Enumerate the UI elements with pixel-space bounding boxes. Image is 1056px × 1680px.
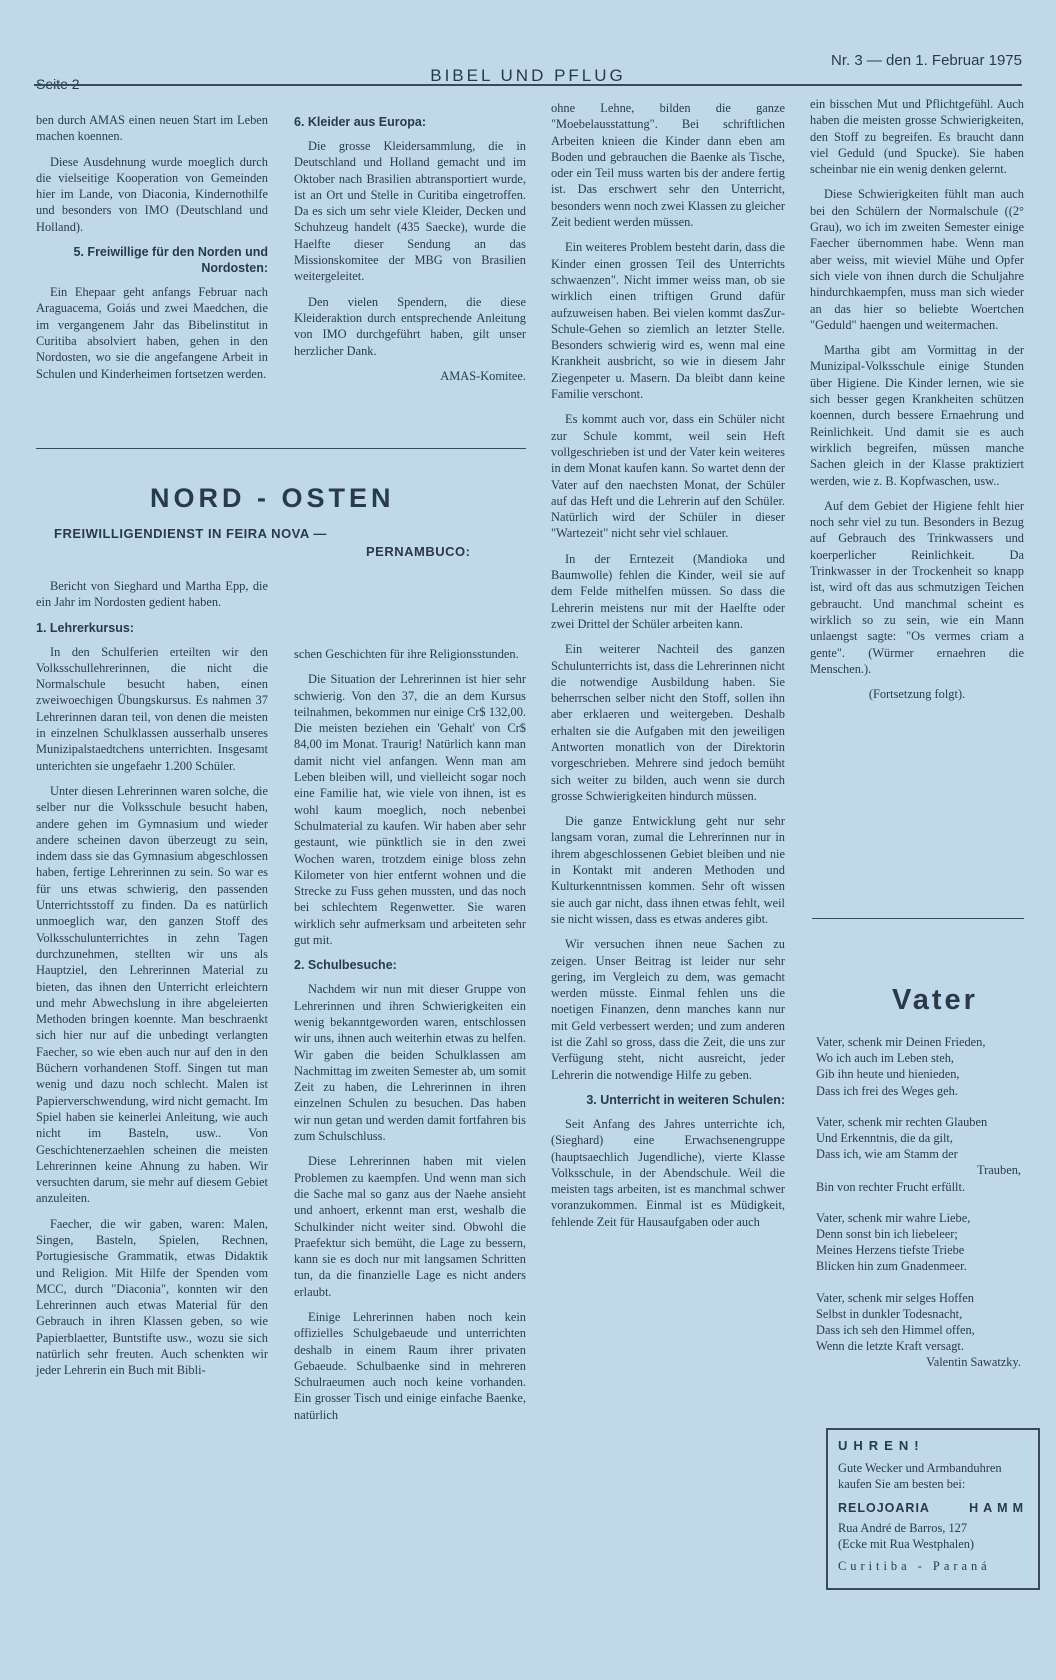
section-heading-5: 5. Freiwillige für den Norden und Nordosten:	[73, 245, 268, 276]
column-1-bottom	[36, 578, 268, 1388]
poem-line: Bin von rechter Frucht erfüllt.	[816, 1179, 965, 1194]
section-heading-6: 6. Kleider aus Europa:	[294, 115, 426, 129]
paragraph: Faecher, die wir gaben, waren: Malen, Singen, Basteln, Spielen, Rechnen, Portugiesische Grammatik, etwas Didaktik und Religion. Mit Hilfe der Spenden vom MCC, durch "Diaconia", konnten wir den Lehrerinnen auch etwas Material für den Gebrauch in ihren Klassen geben, so wie Papierblaetter, Buntstifte usw., wozu sie sich natürlich sehr freuten. Auch schenkten wir jeder Lehrerin ein Buch mit Bibli-	[36, 1216, 268, 1378]
newspaper-title: BIBEL UND PFLUG	[430, 66, 626, 85]
paragraph: Diese Ausdehnung wurde moeglich durch die vielseitige Kooperation von Gemeinden hier im Lande, von Diaconia, Kindernothilfe und besonders von IMO (Deutschland und Holland).	[36, 154, 268, 234]
ad-firm-name	[838, 1500, 1028, 1516]
poem-line: Wenn die letzte Kraft versagt.	[816, 1339, 964, 1354]
page-number: Seite 2	[36, 76, 80, 92]
paragraph: Ein weiteres Problem besteht darin, dass die Kinder einen grossen Teil des Unterrichts schwaenzen". Nicht immer weiss man, ob sie wirklich einen triftigen Grund dafür aufzuweisen haben. Bei vielen kommt dasZur-Schule-Gehen so ziemlich an letzter Stelle. Besonders schwierig wird es, wenn mal eine Krankheit ausbricht, so wie in diesem Jahr Ziegenpeter u. Masern. Da bleibt dann keine Familie verschont.	[551, 240, 785, 402]
poem-line: Blicken hin zum Gnadenmeer.	[816, 1259, 967, 1274]
article-subtitle-location: PERNAMBUCO:	[366, 544, 471, 559]
article-subtitle: FREIWILLIGENDIENST IN FEIRA NOVA —	[54, 526, 327, 541]
poem-stanza-3	[816, 1210, 1021, 1275]
poem-stanza-1	[816, 1034, 1021, 1099]
paragraph: ohne Lehne, bilden die ganze "Moebelausstattung". Bei schriftlichen Arbeiten knieen die Kinder dann eben am Boden und gebrauchen die Baenke als Tische, oder ein Teil muss warten bis der andere fertig ist. Das erschwert sehr den Unterricht, besonders wenn noch zwei Klassen zu gleicher Zeit bedient werden müssen.	[551, 101, 785, 230]
section-heading-3: 3. Unterricht in weiteren Schulen:	[586, 1092, 785, 1107]
poem-line: Vater, schenk mir wahre Liebe,	[816, 1210, 971, 1225]
issue-date: Nr. 3 — den 1. Februar 1975	[831, 52, 1022, 69]
section-heading-2: 2. Schulbesuche:	[294, 958, 397, 973]
poem-line: Dass ich seh den Himmel offen,	[816, 1323, 975, 1338]
poem-stanza-2	[816, 1114, 1021, 1195]
paragraph: Die ganze Entwicklung geht nur sehr langsam voran, zumal die Lehrerinnen nur in ihrem abgeschlossenen Gebiet bleiben und nie in Kontakt mit anderen Methoden und Kulturkenntnissen kommen. Sehr oft wissen sie auch gar nicht, dass ihnen etwas fehlt, weil sie nicht wissen, dass es etwas anderes gibt.	[551, 814, 785, 926]
poem-author: Valentin Sawatzky.	[926, 1355, 1021, 1370]
poem-line: Wo ich auch im Leben steh,	[816, 1051, 955, 1066]
poem-line: Selbst in dunkler Todesnacht,	[816, 1306, 963, 1321]
paragraph: Nachdem wir nun mit dieser Gruppe von Lehrerinnen und ihren Schwierigkeiten ein wenig bekanntgeworden waren, entschlossen wir uns, ihnen auch weiterhin etwas zu helfen. Wir gaben die beiden Schulklassen am Nachmittag im zweiten Semester ab, um somit Zeit zu haben, die Lehrerinnen in ihren einzelnen Schulen zu besuchen. Das haben wir nun getan und werden damit fortfahren bis zum Schulschluss.	[294, 982, 526, 1144]
poem-stanza-4	[816, 1290, 1021, 1371]
ad-address: Rua André de Barros, 127	[838, 1521, 968, 1535]
article-intro: Bericht von Sieghard und Martha Epp, die ein Jahr im Nordosten gedient haben.	[36, 579, 268, 610]
paragraph: Es kommt auch vor, dass ein Schüler nicht zur Schule kommt, weil sein Heft vollgeschrieben ist und der Vater kein weiteres in dem Monat kaufen kann. So wartet denn der Vater auf den naechsten Monat, der Schüler auf das Heft und die Lehrerin auf den Schüler. Natürlich wird der Schüler in dieser "Wartezeit" nicht sehr viel schlauer.	[551, 412, 785, 541]
paragraph: Die Situation der Lehrerinnen ist hier sehr schwierig. Von den 37, die an dem Kursus teilnahmen, bekommen nur einige Cr$ 132,00. Die meisten beziehen ein 'Gehalt' von Cr$ 84,00 im Monat. Traurig! Natürlich kann man damit nicht viel anfangen. Wenn man am Leben bleiben will, und vielleicht sogar noch eine Familie hat, wie viele von ihnen, ist es wohl kaum moeglich, noch nebenbei Schulmaterial zu kaufen. Wir haben aber sehr gestaunt, wie pünktlich sie in den zwei Wochen waren, trotzdem einige bloss zehn Kilometer von hier entfernt wohnen und die Strecke zu Fuss gehen mussten, und das noch bei schlechtem Regenwetter. Sie waren wirklich sehr aufmerksam und arbeiteten sehr gut mit.	[294, 672, 526, 948]
paragraph: Den vielen Spendern, die diese Kleideraktion durch entsprechende Anleitung von IMO durchgeführt haben, gilt unser herzlicher Dank.	[294, 294, 526, 358]
column-4	[810, 96, 1024, 702]
paragraph: Unter diesen Lehrerinnen waren solche, die selber nur die Volksschule besucht haben, andere gehen im Gymnasium und wieder andere scheinen davon überzeugt zu sein, indem dass sie das Gymnasium abgeschlossen haben, fertige Lehrerinnen zu sein. So war es für uns etwas schwierig, den passenden Unterrichtsstoff zu finden. Da es natürlich unmoeglich war, den ganzen Stoff des Volksschulunterrichtes in zehn Tagen durchzunehmen, stellten wir uns als Hauptziel, den Lehrerinnen Material zu bieten, das ihnen den Unterricht erleichtern und mehr Abwechslung in ihre abgeleierten Methoden bringen koennte. Man beschraenkt sich hier nur auf die unbedingt verlangten Faecher, so wie eben auch nur auf den in den Büchern vorhandenen Stoff. Singen tut man wenig und dazu noch schlecht. Malen ist Papierverschwendung, wird nicht gemacht. Im Spiel haben sie keinerlei Anleitung, wie auch nicht im Basteln, usw.. Von Geschichtenerzaehlen scheinen die meisten Lehrerinnen keine Ahnung zu haben. Wir versuchten darum, sie mehr auf diesem Gebiet anzuleiten.	[36, 783, 268, 1206]
poem-line: Vater, schenk mir Deinen Frieden,	[816, 1035, 986, 1049]
advertisement-box	[826, 1428, 1040, 1590]
section-divider	[812, 918, 1024, 919]
poem-line: Meines Herzens tiefste Triebe	[816, 1243, 965, 1258]
paragraph: Martha gibt am Vormittag in der Munizipal-Volksschule einige Stunden über Higiene. Die Kinder lernen, wie sie sich besser gegen Krankheiten schützen koennen, durch bessere Ernaehrung und Reinlichkeit. Und damit sie es auch wirklich begreifen, müssen manche Sachen gleich in der Klasse praktiziert werden, wie z. B. Kopfwaschen, usw..	[810, 343, 1024, 488]
poem-title: Vater	[892, 984, 978, 1016]
poem	[816, 1034, 1021, 1371]
ad-text: Gute Wecker und Armbanduhren kaufen Sie am besten bei:	[838, 1461, 1002, 1491]
paragraph: Ein weiterer Nachteil des ganzen Schulunterrichts ist, dass die Lehrerinnen nicht die notwendige Ausbildung haben. Sie beherrschen selber nicht den Stoff, sollen ihn aber erklaeren und weitergeben. Deshalb erhalten sie die Aufgaben mit den jeweiligen Antworten monatlich von der Direktorin vorgeschrieben. Mehrere sind jedoch bemüht sich weiter zu bilden, auch wenn sie durch grosse Schwierigkeiten hindurch müssen.	[551, 642, 785, 803]
paragraph: Ein Ehepaar geht anfangs Februar nach Araguacema, Goiás und zwei Maedchen, die im vergangenem Jahr das Bibelinstitut in Curitiba absolviert haben, gehen in den Nordosten, wo sie die angefangene Arbeit in Schulen und Kinderheimen fortsetzen werden.	[36, 285, 268, 381]
ad-firm-part: RELOJOARIA	[838, 1501, 930, 1515]
poem-line: Dass ich frei des Weges geh.	[816, 1083, 958, 1098]
column-2-top	[294, 106, 526, 384]
continuation-note: (Fortsetzung folgt).	[868, 687, 966, 702]
paragraph: Seit Anfang des Jahres unterrichte ich, (Sieghard) eine Erwachsenengruppe (hauptsaechlich Jugendliche), vierte Klasse Volksschule, in der Abendschule. Weil die meisten tags arbeiten, ist es manchmal schwer voranzukommen. Einmal ist es Müdigkeit, fehlende Zeit für Hausaufgaben oder auch	[551, 1116, 785, 1229]
poem-line: Vater, schenk mir rechten Glauben	[816, 1114, 988, 1129]
poem-line: Vater, schenk mir selges Hoffen	[816, 1290, 974, 1305]
article-title: NORD - OSTEN	[150, 483, 395, 513]
paragraph: ein bisschen Mut und Pflichtgefühl. Auch haben die meisten grosse Schwierigkeiten, den Stoff zu begreifen. Es braucht dann viel Geduld (und Spucke). Sie haben scheinbar nie ein wenig denken gelernt.	[810, 97, 1024, 177]
column-1-top	[36, 112, 268, 391]
paragraph: Die grosse Kleidersammlung, die in Deutschland und Holland gemacht und im Oktober nach Brasilien abtransportiert wurde, ist an Ort und Stelle in Curitiba eingetroffen. Da es sich um sehr viele Kleider, Decken und Schuhzeug handelt (435 Saecke), wurde die Haelfte dieser Sendung an das Missionskomitee der MBG von Brasilien weitergeleitet.	[294, 139, 526, 284]
paragraph: schen Geschichten für ihre Religionsstunden.	[294, 647, 519, 661]
paragraph: Einige Lehrerinnen haben noch kein offizielles Schulgebaeude und unterrichten deshalb in einem Raum ihrer privaten Gebaeude. Schulbaenke sind in mehreren Schulraeumen auch noch keine vorhanden. Ein grosser Tisch und einige einfache Baenke, natürlich	[294, 1309, 526, 1422]
header-rule	[34, 84, 1022, 86]
poem-line: Trauben,	[977, 1163, 1021, 1178]
section-heading-1: 1. Lehrerkursus:	[36, 620, 134, 635]
paragraph: Auf dem Gebiet der Higiene fehlt hier noch sehr viel zu tun. Besonders in Bezug auf Gebrauch des Trinkwassers und koerperlicher Reinlichkeit. Da Trinkwasser in der Trockenheit so knapp ist, wird oft das aus schmutzigen Teichen gebraucht. Und manchmal scheint es wirklich so zu sein, wie ein Mann unlaengst sagte: "Os vermes criam a gente". (Würmer ernaehren die Menschen.).	[810, 498, 1024, 676]
paragraph: Diese Schwierigkeiten fühlt man auch bei den Schülern der Normalschule ((2° Grau), wo ich im zweiten Semester einige Faecher übernommen habe. Wenn man aber weiss, mit wieviel Mühe und Opfer sich viele von ihnen durch die Schuljahre hindurchkaempfen, muss man sich wieder an das hier so beliebte Woertchen "Geduld" haengen und weitermachen.	[810, 187, 1024, 332]
poem-line: Gib ihn heute und hienieden,	[816, 1067, 960, 1082]
column-3	[551, 100, 785, 1239]
paragraph: Diese Lehrerinnen haben mit vielen Problemen zu kaempfen. Und wenn man sich die Sache mal so ganz aus der Naehe ansieht und anhoert, erkennt man erst, weshalb die Schulkinder nicht weiter sind. Obwohl die Praefektur sich bemüht, die Lage zu bessern, kann sie es doch nur mit langsamen Schritten tun, da die finanzielle Lage es nicht anders erlaubt.	[294, 1154, 526, 1299]
poem-line: Und Erkenntnis, die da gilt,	[816, 1131, 953, 1146]
ad-headline: UHREN!	[838, 1438, 925, 1453]
ad-city: Curitiba - Paraná	[838, 1559, 991, 1573]
paragraph: Wir versuchen ihnen neue Sachen zu zeigen. Unser Beitrag ist leider nur sehr gering, im Vergleich zu dem, was gemacht werden müsste. Einmal fehlen uns die noetigen Finanzen, denn manches kann nur mit Geld verbessert werden; und zum anderen ist die Zahl so gross, dass die Zeit, die uns zur Verfügung steht, nicht ausreicht, jeder Lehrerin die notwendige Hilfe zu geben.	[551, 937, 785, 1082]
signature: AMAS-Komitee.	[440, 368, 526, 383]
section-divider	[36, 448, 526, 449]
paragraph: ben durch AMAS einen neuen Start im Leben machen koennen.	[36, 113, 268, 144]
column-2-bottom	[294, 646, 526, 1432]
paragraph: In den Schulferien erteilten wir den Volksschullehrerinnen, die nicht die Normalschule besucht haben, einen zweiwoechigen Übungskursus. Es nahmen 37 Lehrerinnen daran teil, von denen die meisten in einzelnen Schulklassen ausserhalb unseres Munizipalstaedtchens unterrichten. Insgesamt unterichten sie ungefaehr 1.200 Schüler.	[36, 644, 268, 773]
poem-line: Denn sonst bin ich liebeleer;	[816, 1227, 958, 1242]
ad-firm-part: HAMM	[969, 1501, 1028, 1515]
ad-address-note: (Ecke mit Rua Westphalen)	[838, 1537, 975, 1551]
paragraph: In der Erntezeit (Mandioka und Baumwolle) fehlen die Kinder, weil sie auf dem Felde mithelfen müssen. So dass die Lehrerin meistens nur mit der Haelfte oder zwei Drittel der Schüler arbeiten kann.	[551, 551, 785, 631]
poem-line: Dass ich, wie am Stamm der	[816, 1147, 958, 1162]
